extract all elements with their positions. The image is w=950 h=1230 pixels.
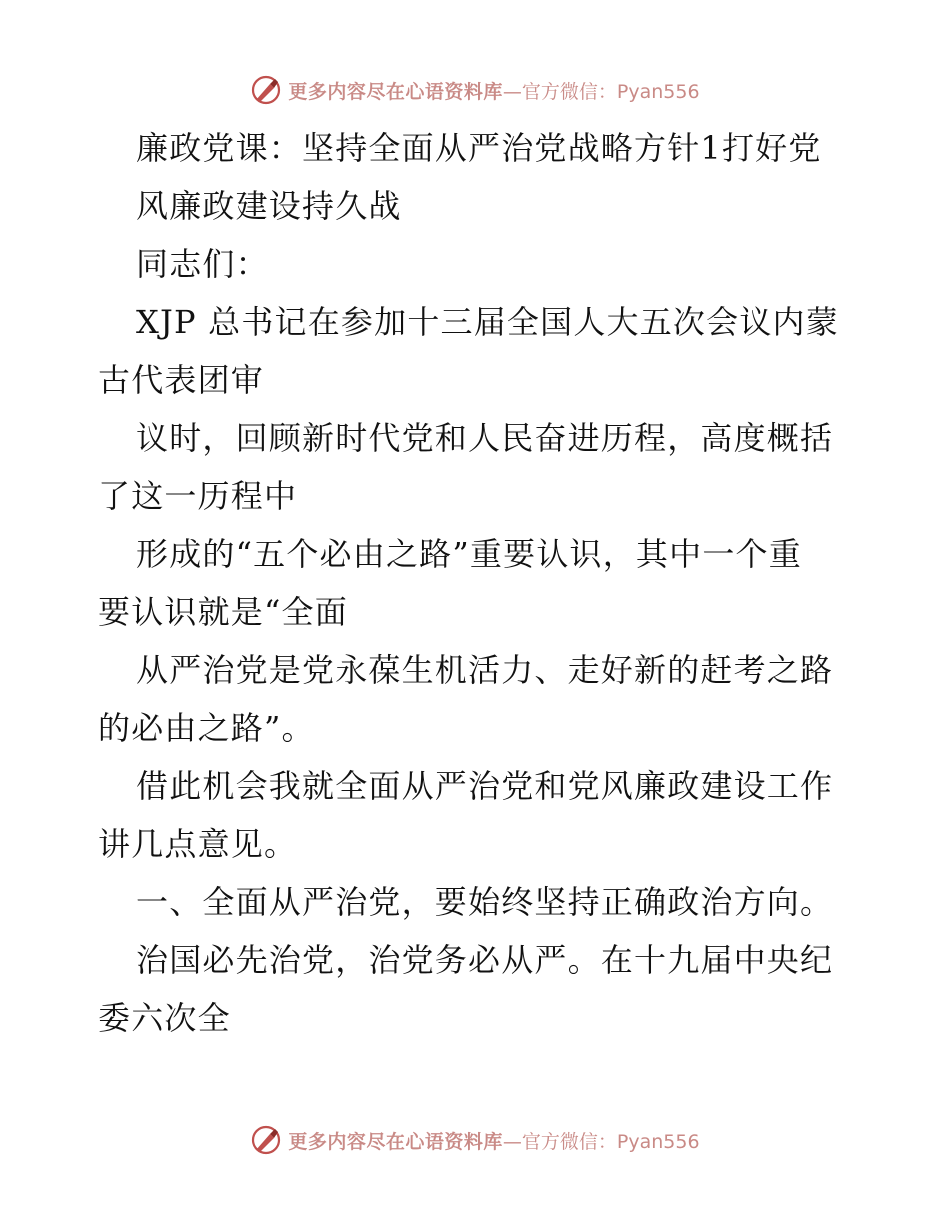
body-line: XJP 总书记在参加十三届全国人大五次会议内蒙 — [136, 303, 839, 341]
watermark-subtext: —官方微信：Pyan556 — [502, 80, 700, 103]
body-line: 治国必先治党，治党务必从严。在十九届中央纪 — [136, 941, 834, 979]
watermark-subtext: —官方微信：Pyan556 — [502, 1130, 700, 1153]
watermark-text: 更多内容尽在心语资料库 — [288, 80, 503, 103]
watermark-footer — [0, 1120, 950, 1160]
body-line: 借此机会我就全面从严治党和党风廉政建设工作 — [136, 767, 834, 805]
watermark-text: 更多内容尽在心语资料库 — [288, 1130, 503, 1153]
pen-logo-icon — [250, 74, 282, 106]
title-line-2: 风廉政建设持久战 — [136, 187, 402, 225]
body-line: 的必由之路”。 — [98, 709, 315, 747]
salutation: 同志们： — [136, 245, 269, 283]
title-line-1: 廉政党课：坚持全面从严治党战略方针1打好党 — [136, 129, 822, 167]
body-line: 议时，回顾新时代党和人民奋进历程，高度概括 — [136, 419, 834, 457]
watermark-header — [0, 70, 950, 110]
pen-logo-icon — [250, 1124, 282, 1156]
body-line: 形成的“五个必由之路”重要认识，其中一个重 — [136, 535, 802, 573]
body-line: 了这一历程中 — [98, 477, 298, 515]
body-line: 要认识就是“全面 — [98, 593, 348, 631]
body-line: 从严治党是党永葆生机活力、走好新的赶考之路 — [136, 651, 834, 689]
section-heading: 一、全面从严治党，要始终坚持正确政治方向。 — [136, 883, 834, 921]
body-line: 讲几点意见。 — [98, 825, 298, 863]
body-line: 古代表团审 — [98, 361, 265, 399]
body-line: 委六次全 — [98, 999, 231, 1037]
